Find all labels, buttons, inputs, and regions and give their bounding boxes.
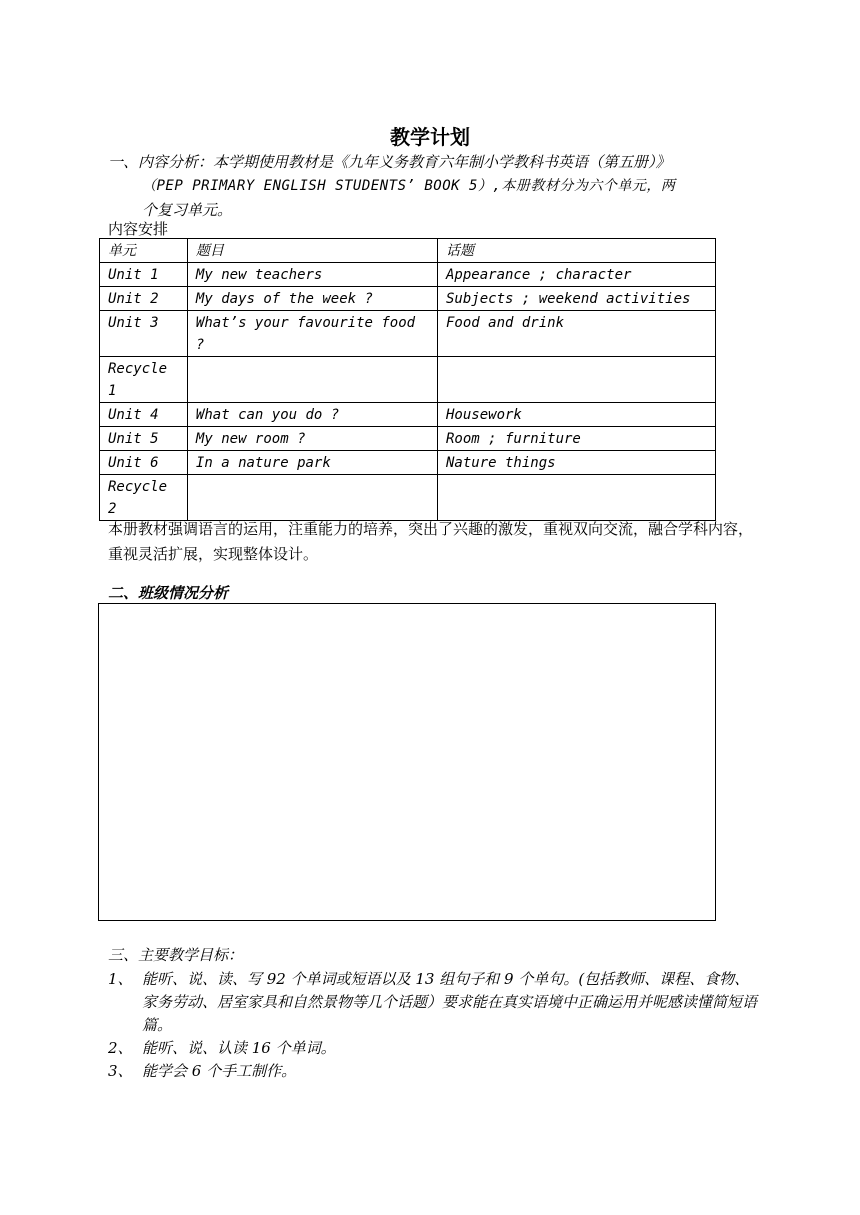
section1-heading: 一、内容分析：本学期使用教材是《九年义务教育六年制小学教科书英语（第五册）》 (108, 153, 671, 171)
class-analysis-box (98, 603, 716, 921)
table-row (100, 427, 716, 451)
teaching-goals-list (108, 968, 763, 1083)
topic-cell: Appearance ; character (438, 263, 716, 287)
section3-heading: 三、主要教学目标： (108, 946, 244, 964)
unit-cell: Recycle 2 (100, 475, 188, 521)
table-row (100, 263, 716, 287)
topic-cell (438, 475, 716, 521)
header-topic: 话题 (438, 239, 716, 263)
table-row (100, 475, 716, 521)
table-row (100, 311, 716, 357)
list-item (108, 1060, 763, 1083)
title-cell: My new room ? (187, 427, 437, 451)
unit-cell: Unit 5 (100, 427, 188, 451)
topic-cell: Subjects ; weekend activities (438, 287, 716, 311)
list-item (108, 1037, 763, 1060)
table-row (100, 357, 716, 403)
header-title: 题目 (187, 239, 437, 263)
unit-cell: Unit 6 (100, 451, 188, 475)
topic-cell: Room ; furniture (438, 427, 716, 451)
textbook-description: 本册教材强调语言的运用，注重能力的培养，突出了兴趣的激发，重视双向交流，融合学科内容，重视灵活扩展，实现整体设计。 (108, 520, 754, 563)
unit-cell: Unit 2 (100, 287, 188, 311)
title-cell: What can you do ? (187, 403, 437, 427)
unit-cell: Unit 3 (100, 311, 188, 357)
title-cell: In a nature park (187, 451, 437, 475)
title-cell (187, 475, 437, 521)
document-title: 教学计划 (390, 125, 470, 149)
unit-cell: Unit 1 (100, 263, 188, 287)
table-row (100, 451, 716, 475)
goal-number: 3、 (108, 1062, 133, 1080)
section1-content-analysis (108, 150, 768, 222)
unit-cell: Recycle 1 (100, 357, 188, 403)
table-row (100, 403, 716, 427)
goal-text: 能学会 6 个手工制作。 (142, 1062, 297, 1080)
topic-cell: Nature things (438, 451, 716, 475)
goal-text: 能听、说、读、写 92 个单词或短语以及 13 组句子和 9 个单句。(包括教师、课程、食物、家务劳动、居室家具和自然景物等几个话题）要求能在真实语境中正确运用并呢感读懂简短语篇。 (142, 970, 758, 1034)
goal-number: 2、 (108, 1039, 133, 1057)
table-row (100, 287, 716, 311)
unit-cell: Unit 4 (100, 403, 188, 427)
title-cell: My new teachers (187, 263, 437, 287)
table-header-row (100, 239, 716, 263)
title-cell (187, 357, 437, 403)
title-cell: My days of the week ? (187, 287, 437, 311)
header-unit: 单元 (100, 239, 188, 263)
goal-text: 能听、说、认读 16 个单词。 (142, 1039, 336, 1057)
list-item (108, 968, 763, 1037)
goal-number: 1、 (108, 970, 133, 988)
units-table (99, 238, 716, 521)
title-cell: What’s your favourite food ? (187, 311, 437, 357)
section2-heading: 二、班级情况分析 (108, 584, 229, 602)
section1-line2: （PEP PRIMARY ENGLISH STUDENTS’ BOOK 5）,本册教材分为六个单元，两 (142, 178, 676, 194)
topic-cell: Housework (438, 403, 716, 427)
topic-cell (438, 357, 716, 403)
topic-cell: Food and drink (438, 311, 716, 357)
section1-line3: 个复习单元。 (142, 201, 233, 219)
arrangement-label: 内容安排 (108, 220, 169, 238)
